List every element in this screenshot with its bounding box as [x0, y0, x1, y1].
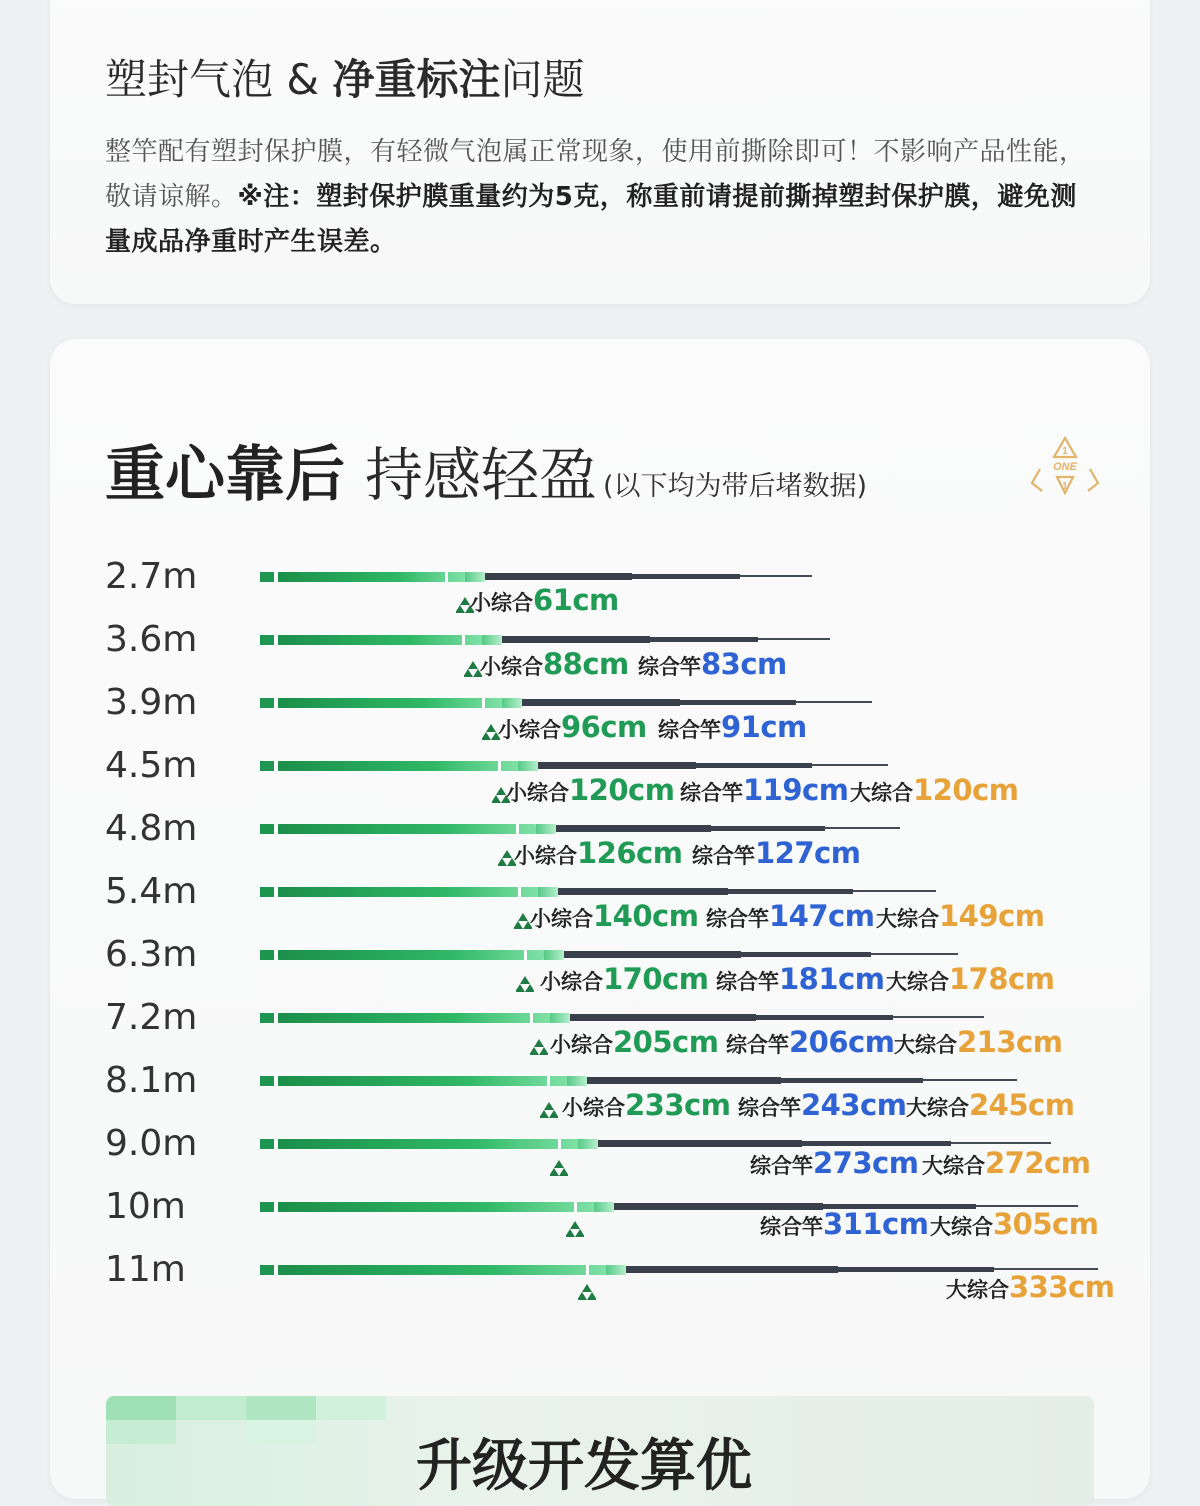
rod-balance-type: 综合竿: [760, 1215, 823, 1239]
large-balance-value: 245cm: [969, 1088, 1075, 1122]
rod-section: [650, 637, 758, 642]
notice-card: [50, 0, 1150, 304]
grip-end: [518, 761, 538, 771]
rod-section: [556, 825, 711, 832]
grip-ring: [518, 886, 521, 898]
large-balance-value: 213cm: [957, 1025, 1063, 1059]
small-balance-label: [470, 583, 619, 617]
notice-title-bold: 净重标注: [332, 55, 501, 104]
grip-ring: [445, 571, 448, 583]
large-balance-type: 大综合: [946, 1278, 1009, 1302]
small-balance-type: 小综合: [498, 718, 561, 742]
rod-row: [50, 746, 1150, 810]
grip-section: [278, 1265, 606, 1275]
banner-tile: [106, 1420, 176, 1444]
rod-illustration: [260, 572, 1160, 582]
small-balance-type: 小综合: [562, 1096, 625, 1120]
rod-illustration: [260, 887, 1160, 897]
rod-row: [50, 620, 1150, 684]
rod-section: [587, 1077, 781, 1084]
rod-balance-type: 综合竿: [638, 655, 701, 679]
rod-length: 2.7m: [105, 556, 198, 597]
large-balance-value: 120cm: [913, 773, 1019, 807]
rod-row: [50, 809, 1150, 873]
rod-balance-label: [760, 1207, 928, 1241]
grip-end: [465, 572, 485, 582]
large-balance-label: [906, 1088, 1074, 1122]
butt-cap: [260, 824, 274, 834]
small-balance-type: 小综合: [480, 655, 543, 679]
notice-title-part1: 塑封气泡 &: [105, 55, 333, 104]
rod-balance-label: [750, 1146, 918, 1180]
upgrade-banner: [106, 1396, 1094, 1506]
small-balance-value: 126cm: [577, 836, 683, 870]
notice-title-part2: 问题: [500, 55, 585, 104]
grip-ring: [530, 1012, 533, 1024]
large-balance-label: [894, 1025, 1062, 1059]
butt-cap: [260, 887, 274, 897]
large-balance-type: 大综合: [876, 907, 939, 931]
rod-tip: [795, 701, 872, 703]
small-balance-label: [540, 962, 708, 996]
rod-tip: [893, 1016, 984, 1018]
notice-body: [105, 130, 1100, 265]
section-title-note: (以下均为带后堵数据): [603, 471, 868, 502]
rod-row: [50, 998, 1150, 1062]
large-balance-label: [922, 1146, 1090, 1180]
grip-end: [544, 950, 564, 960]
butt-cap: [260, 761, 274, 771]
rod-row: [50, 1061, 1150, 1125]
rod-balance-type: 综合竿: [738, 1096, 801, 1120]
rod-tip: [740, 575, 812, 577]
large-balance-value: 149cm: [939, 899, 1045, 933]
large-balance-value: 272cm: [985, 1146, 1091, 1180]
rod-section: [502, 636, 650, 643]
rod-row: [50, 1250, 1150, 1314]
rod-illustration: [260, 1013, 1160, 1023]
banner-tile: [246, 1420, 316, 1444]
small-balance-label: [514, 836, 682, 870]
rod-balance-value: 127cm: [755, 836, 861, 870]
rod-section: [558, 888, 728, 895]
notice-body-note: ※注：塑封保护膜重量约为5克，称重前请提前撕掉塑封保护膜，避免测量成品净重时产生误差。: [105, 182, 1077, 257]
rod-length: 6.3m: [105, 934, 198, 975]
small-balance-value: 233cm: [625, 1088, 731, 1122]
large-balance-type: 大综合: [922, 1154, 985, 1178]
butt-cap: [260, 1139, 274, 1149]
grip-end: [550, 1013, 570, 1023]
rod-tip: [811, 764, 888, 766]
rod-balance-label: [680, 773, 848, 807]
banner-title: 升级开发算优: [416, 1434, 752, 1499]
rod-balance-value: 273cm: [813, 1146, 919, 1180]
small-balance-value: 96cm: [561, 710, 647, 744]
rod-length: 7.2m: [105, 997, 198, 1038]
rod-section: [632, 574, 740, 579]
grip-end: [502, 698, 522, 708]
large-balance-value: 305cm: [993, 1207, 1099, 1241]
section-title-sub: 持感轻盈: [365, 441, 598, 509]
rod-balance-type: 综合竿: [680, 781, 743, 805]
grip-ring: [586, 1264, 589, 1276]
banner-tile: [246, 1396, 316, 1420]
grip-end: [538, 887, 558, 897]
rod-section: [711, 826, 825, 831]
rod-length: 4.8m: [105, 808, 198, 849]
rod-balance-label: [738, 1088, 906, 1122]
rod-section: [522, 699, 680, 706]
rod-balance-value: 147cm: [769, 899, 875, 933]
rod-row: [50, 1187, 1150, 1251]
large-balance-label: [886, 962, 1054, 996]
rod-illustration: [260, 635, 1160, 645]
rod-illustration: [260, 950, 1160, 960]
one-brand-logo-icon: [1030, 435, 1100, 497]
section-title-bold: 重心靠后: [105, 440, 345, 510]
logo-text: ONE: [1053, 461, 1077, 473]
grip-end: [482, 635, 502, 645]
rod-balance-type: 综合竿: [750, 1154, 813, 1178]
grip-ring: [558, 1138, 561, 1150]
rod-section: [728, 889, 853, 894]
rod-balance-value: 119cm: [743, 773, 849, 807]
small-balance-type: 小综合: [506, 781, 569, 805]
logo-digit-bottom: 1: [1062, 481, 1068, 492]
grip-section: [278, 635, 482, 645]
small-balance-value: 88cm: [543, 647, 629, 681]
grip-section: [278, 1202, 594, 1212]
rod-balance-value: 91cm: [721, 710, 807, 744]
butt-cap: [260, 1076, 274, 1086]
rod-row: [50, 683, 1150, 747]
logo-digit-top: 1: [1062, 446, 1068, 457]
rod-section: [680, 700, 796, 705]
rod-section: [741, 952, 871, 957]
rod-section: [626, 1266, 838, 1273]
grip-ring: [547, 1075, 550, 1087]
rod-length: 4.5m: [105, 745, 198, 786]
large-balance-type: 大综合: [886, 970, 949, 994]
rod-row: [50, 872, 1150, 936]
rod-balance-label: [706, 899, 874, 933]
rod-tip: [871, 953, 958, 955]
rod-section: [756, 1015, 893, 1020]
rod-length: 8.1m: [105, 1060, 198, 1101]
butt-cap: [260, 698, 274, 708]
grip-end: [594, 1202, 614, 1212]
rod-section: [538, 762, 696, 769]
rod-balance-type: 综合竿: [692, 844, 755, 868]
butt-cap: [260, 1013, 274, 1023]
grip-section: [278, 1076, 567, 1086]
rod-balance-label: [726, 1025, 894, 1059]
grip-end: [536, 824, 556, 834]
rod-row: [50, 935, 1150, 999]
grip-ring: [524, 949, 527, 961]
banner-tile: [176, 1396, 246, 1420]
rod-balance-label: [638, 647, 787, 681]
small-balance-label: [506, 773, 674, 807]
grip-section: [278, 761, 518, 771]
rod-section: [485, 573, 632, 580]
grip-ring: [516, 823, 519, 835]
rod-length: 5.4m: [105, 871, 198, 912]
small-balance-value: 61cm: [533, 583, 619, 617]
rod-illustration: [260, 824, 1160, 834]
balance-point-icon: [550, 1160, 568, 1176]
rod-section: [570, 1014, 756, 1021]
butt-cap: [260, 635, 274, 645]
balance-point-icon: [540, 1102, 558, 1118]
banner-tile: [106, 1396, 176, 1420]
small-balance-type: 小综合: [514, 844, 577, 868]
butt-cap: [260, 572, 274, 582]
butt-cap: [260, 1265, 274, 1275]
rod-tip: [824, 827, 900, 829]
grip-ring: [462, 634, 465, 646]
rod-length: 11m: [105, 1249, 186, 1290]
small-balance-type: 小综合: [550, 1033, 613, 1057]
small-balance-label: [480, 647, 629, 681]
rod-balance-type: 综合竿: [706, 907, 769, 931]
grip-section: [278, 1139, 578, 1149]
small-balance-value: 120cm: [569, 773, 675, 807]
grip-ring: [482, 697, 485, 709]
small-balance-value: 140cm: [593, 899, 699, 933]
grip-section: [278, 887, 538, 897]
large-balance-type: 大综合: [850, 781, 913, 805]
balance-point-icon: [516, 976, 534, 992]
rod-balance-label: [692, 836, 860, 870]
large-balance-type: 大综合: [906, 1096, 969, 1120]
rod-tip: [758, 638, 830, 640]
large-balance-value: 333cm: [1009, 1270, 1115, 1304]
rod-balance-type: 综合竿: [716, 970, 779, 994]
rod-section: [781, 1078, 923, 1083]
rod-balance-value: 206cm: [789, 1025, 895, 1059]
grip-section: [278, 950, 544, 960]
large-balance-value: 178cm: [949, 962, 1055, 996]
grip-section: [278, 698, 502, 708]
balance-point-icon: [578, 1284, 596, 1300]
rod-row: [50, 557, 1150, 621]
grip-section: [278, 572, 465, 582]
rod-tip: [922, 1079, 1017, 1081]
grip-ring: [574, 1201, 577, 1213]
grip-end: [567, 1076, 587, 1086]
small-balance-label: [530, 899, 698, 933]
butt-cap: [260, 950, 274, 960]
rod-balance-label: [716, 962, 884, 996]
grip-section: [278, 824, 536, 834]
small-balance-type: 小综合: [530, 907, 593, 931]
large-balance-label: [876, 899, 1044, 933]
rod-balance-value: 181cm: [779, 962, 885, 996]
section-title: [105, 427, 867, 513]
butt-cap: [260, 1202, 274, 1212]
rod-balance-value: 311cm: [823, 1207, 929, 1241]
grip-end: [578, 1139, 598, 1149]
rod-balance-value: 83cm: [701, 647, 787, 681]
rod-balance-type: 综合竿: [726, 1033, 789, 1057]
grip-ring: [498, 760, 501, 772]
balance-point-icon: [530, 1039, 548, 1055]
small-balance-value: 170cm: [603, 962, 709, 996]
large-balance-type: 大综合: [894, 1033, 957, 1057]
notice-body-text: 整竿配有塑封保护膜，有轻微气泡属正常现象，使用前撕除即可！不影响产品性能，敬请谅解。: [105, 137, 1086, 212]
balance-point-icon: [566, 1221, 584, 1237]
balance-card: [50, 339, 1150, 1499]
rod-illustration: [260, 1076, 1160, 1086]
large-balance-type: 大综合: [930, 1215, 993, 1239]
rod-illustration: [260, 698, 1160, 708]
small-balance-label: [562, 1088, 730, 1122]
grip-end: [606, 1265, 626, 1275]
rod-section: [696, 763, 812, 768]
small-balance-type: 小综合: [470, 591, 533, 615]
rod-tip: [951, 1142, 1051, 1144]
rod-length: 3.9m: [105, 682, 198, 723]
rod-illustration: [260, 761, 1160, 771]
small-balance-type: 小综合: [540, 970, 603, 994]
rod-balance-type: 综合竿: [658, 718, 721, 742]
small-balance-label: [498, 710, 647, 744]
rod-length: 9.0m: [105, 1123, 198, 1164]
large-balance-label: [946, 1270, 1114, 1304]
grip-section: [278, 1013, 550, 1023]
rod-tip: [853, 890, 936, 892]
small-balance-label: [550, 1025, 718, 1059]
rod-length: 3.6m: [105, 619, 198, 660]
large-balance-label: [850, 773, 1018, 807]
notice-title: [105, 52, 584, 108]
rod-section: [564, 951, 741, 958]
rod-balance-label: [658, 710, 807, 744]
rod-length: 10m: [105, 1186, 186, 1227]
rod-balance-value: 243cm: [801, 1088, 907, 1122]
small-balance-value: 205cm: [613, 1025, 719, 1059]
rod-row: [50, 1124, 1150, 1188]
banner-tile: [316, 1396, 386, 1420]
large-balance-label: [930, 1207, 1098, 1241]
